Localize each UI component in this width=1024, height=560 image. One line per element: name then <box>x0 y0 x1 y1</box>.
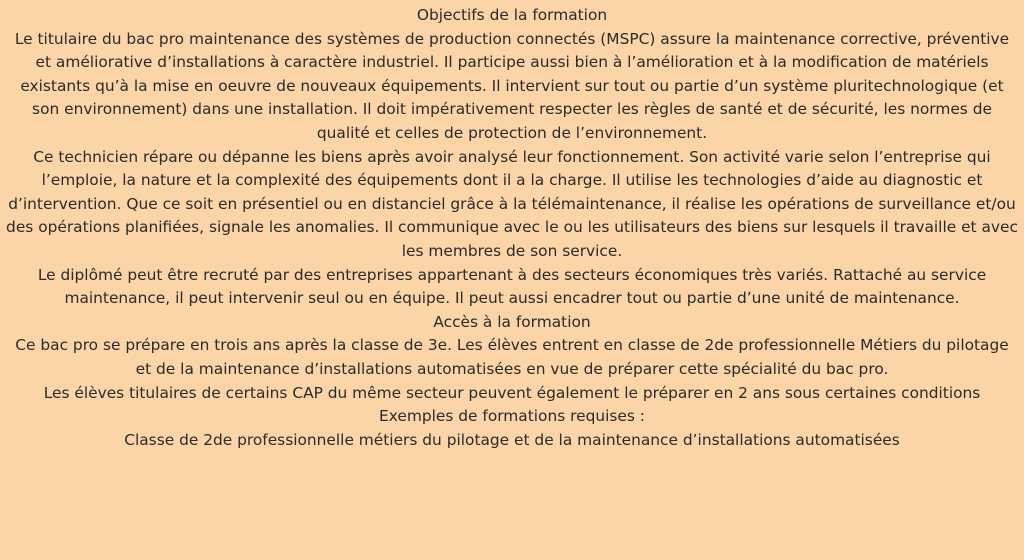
heading-exemples: Exemples de formations requises : <box>379 407 645 426</box>
heading-acces: Accès à la formation <box>433 312 591 331</box>
paragraph-technicien: Ce technicien répare ou dépanne les biens après avoir analysé leur fonctionnement. Son activité varie selon l’entreprise qui l’emploie, la nature et la complexité des équipements dont il a la charge. Il utilise les technologies d’aide au diagnostic et d’intervention. Que ce soit en présentiel ou en distanciel grâce à la télémaintenance, il réalise les opérations de surveillance et/ou des opérations planifiées, signale les anomalies. Il communique avec le ou les utilisateurs des biens sur lesquels il travaille et avec les membres de son service. <box>6 147 1018 260</box>
paragraph-acces-3e: Ce bac pro se prépare en trois ans après la classe de 3e. Les élèves entrent en classe de 2de professionnelle Métiers du pilotage et de la maintenance d’installations automatisées en vue de préparer cette spécialité du bac pro. <box>15 336 1009 378</box>
paragraph-acces-cap: Les élèves titulaires de certains CAP du même secteur peuvent également le préparer en 2 ans sous certaines conditions <box>43 383 981 402</box>
example-formation: Classe de 2de professionnelle métiers du pilotage et de la maintenance d’installations automatisées <box>124 430 900 449</box>
paragraph-diplome: Le diplômé peut être recruté par des entreprises appartenant à des secteurs économiques très variés. Rattaché au service maintenance, il peut intervenir seul ou en équipe. Il peut aussi encadrer tout ou partie d’une unité de maintenance. <box>37 265 987 308</box>
heading-objectifs: Objectifs de la formation <box>416 6 608 24</box>
paragraph-mspc-intro: Le titulaire du bac pro maintenance des systèmes de production connectés (MSPC) assure la maintenance corrective, préventive et améliorative d’installations à caractère industriel. Il participe aussi bien à l’amélioration et à la modification de matériels existants qu’à la mise en oeuvre de nouveaux équipements. Il intervient sur tout ou partie d’un système pluritechnologique (et son environnement) dans une installation. Il doit impérativement respecter les règles de santé et de sécurité, les normes de qualité et celles de protection de l’environnement. <box>14 29 1010 142</box>
